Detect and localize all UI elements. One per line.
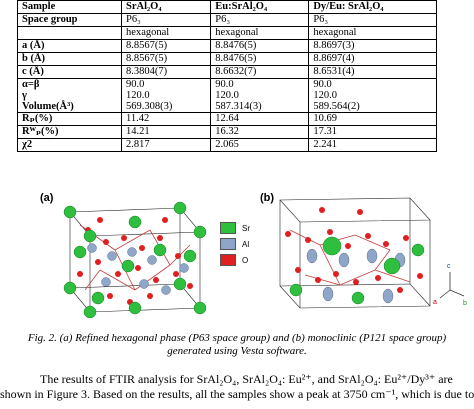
- legend-item-sr: [220, 220, 250, 236]
- table-cell: 8.8697(4): [309, 53, 437, 66]
- row-label: Rᵂₚ(%): [18, 126, 122, 139]
- row-label: c (Å): [18, 66, 122, 79]
- panel-b-monoclinic-structure: [260, 190, 470, 318]
- table-cell: [211, 79, 309, 113]
- row-label: a (Å): [18, 40, 122, 53]
- table-cell: 8.6632(7): [211, 66, 309, 79]
- table-row: [18, 66, 437, 79]
- table-cell: 8.8567(5): [122, 53, 211, 66]
- table-cell: [309, 79, 437, 113]
- table-cell: 12.64: [211, 113, 309, 126]
- table-cell: 8.8697(3): [309, 40, 437, 53]
- table-cell: 8.8476(5): [211, 53, 309, 66]
- table-cell: 8.8476(5): [211, 40, 309, 53]
- legend-item-al: [220, 236, 250, 252]
- table-row: [18, 113, 437, 126]
- caption-line: Fig. 2. (a) Refined hexagonal phase (P63 space group) and (b) monoclinic (P121 space group): [27, 332, 447, 344]
- label-gamma: γ: [22, 90, 27, 101]
- element-legend: [220, 220, 250, 268]
- table-cell: 17.31: [309, 126, 437, 139]
- panel-a-hexagonal-structure: [40, 190, 255, 318]
- cell-value: 90.0: [313, 79, 332, 90]
- table-cell: 10.69: [309, 113, 437, 126]
- table-cell: P6₃: [211, 14, 309, 27]
- lattice-parameters-table: [17, 0, 437, 152]
- legend-item-o: [220, 252, 250, 268]
- cell-value: 120.0: [215, 90, 239, 101]
- table-cell: 2.241: [309, 139, 437, 152]
- label-volume: Volume(Å³): [22, 101, 74, 112]
- legend-label: Al: [242, 239, 250, 249]
- cell-value: 120.0: [313, 90, 337, 101]
- row-label: Space group: [18, 14, 122, 27]
- header-cell: SrAl₂O₄: [122, 1, 211, 14]
- table-cell: [122, 79, 211, 113]
- legend-swatch-al: [220, 238, 236, 250]
- table-cell: 8.3804(7): [122, 66, 211, 79]
- panel-b-label: (b): [260, 192, 275, 204]
- cell-value: 90.0: [215, 79, 234, 90]
- header-cell: Sample: [18, 1, 122, 14]
- table-row: [18, 27, 437, 40]
- table-cell: 16.32: [211, 126, 309, 139]
- legend-label: O: [242, 255, 249, 265]
- header-cell: Dy/Eu: SrAl₂O₄: [309, 1, 437, 14]
- row-label: Rₚ(%): [18, 113, 122, 126]
- table-cell: 8.8567(5): [122, 40, 211, 53]
- table-cell: 11.42: [122, 113, 211, 126]
- paragraph-line: shown in Figure 3. Based on the results, all the samples show a peak at 3750 cm⁻¹, which is due to: [0, 387, 474, 401]
- table-cell: P6₃: [122, 14, 211, 27]
- table-cell: P6₃: [309, 14, 437, 27]
- table-cell: hexagonal: [211, 27, 309, 40]
- row-label: χ2: [18, 139, 122, 152]
- cell-value: 569.308(3): [126, 101, 173, 112]
- caption-line: generated using Vesta software.: [167, 345, 307, 357]
- cell-value: 589.564(2): [313, 101, 360, 112]
- row-label: [18, 79, 122, 113]
- table-cell: 8.6531(4): [309, 66, 437, 79]
- table-cell: 14.21: [122, 126, 211, 139]
- table-row: [18, 53, 437, 66]
- table-cell: 2.065: [211, 139, 309, 152]
- table-row-angles-volume: [18, 79, 437, 113]
- legend-label: Sr: [242, 223, 250, 233]
- row-label: b (Å): [18, 53, 122, 66]
- table-cell: hexagonal: [122, 27, 211, 40]
- axis-label-c: c: [447, 263, 451, 270]
- axis-label-a: a: [433, 299, 437, 306]
- panel-a-label: (a): [40, 192, 54, 204]
- table-row: [18, 126, 437, 139]
- figure-caption: [0, 332, 474, 358]
- monoclinic-structure-image: [260, 190, 470, 318]
- crystal-structure-figure: [30, 190, 467, 318]
- cell-value: 120.0: [126, 90, 150, 101]
- paragraph-line: The results of FTIR analysis for SrAl₂O₄, SrAl₂O₄: Eu²⁺, and SrAl₂O₄: Eu²⁺/Dy³⁺ are: [40, 372, 453, 386]
- table-row: [18, 139, 437, 152]
- header-cell: Eu:SrAl₂O₄: [211, 1, 309, 14]
- cell-value: 90.0: [126, 79, 145, 90]
- table-row: [18, 14, 437, 27]
- row-label: [18, 27, 122, 40]
- body-paragraph: [0, 372, 474, 402]
- table-cell: hexagonal: [309, 27, 437, 40]
- table-cell: 2.817: [122, 139, 211, 152]
- table-header-row: [18, 1, 437, 14]
- cell-value: 587.314(3): [215, 101, 262, 112]
- legend-swatch-sr: [220, 222, 236, 234]
- legend-swatch-o: [220, 254, 236, 266]
- axis-label-b: b: [463, 300, 467, 307]
- label-alpha-beta: α=β: [22, 79, 40, 90]
- table-row: [18, 40, 437, 53]
